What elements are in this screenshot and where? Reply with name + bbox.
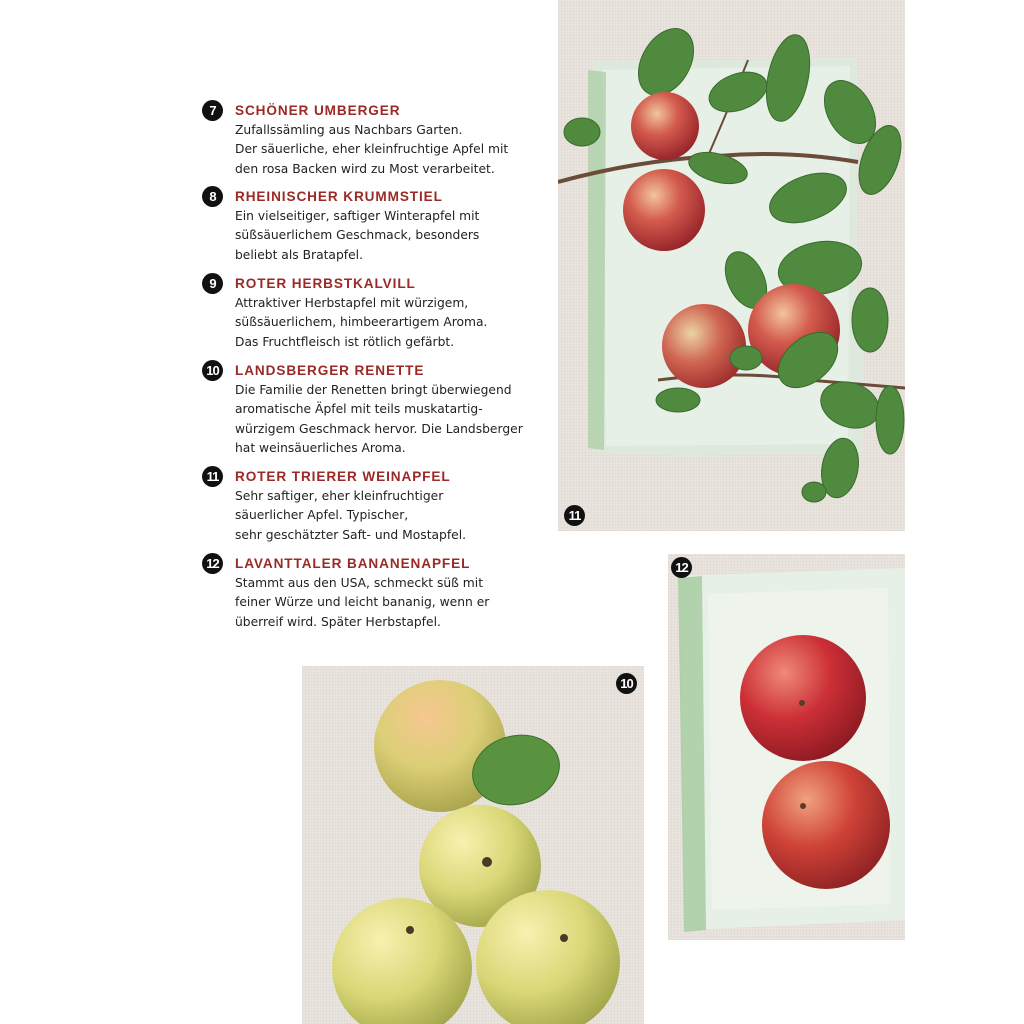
photo-roter-trierer-weinapfel (558, 0, 905, 531)
variety-description (235, 121, 535, 179)
description-line: Die Familie der Renetten bringt überwiegend (235, 383, 512, 397)
variety-description (235, 294, 535, 352)
description-line: Der säuerliche, eher kleinfruchtige Apfel mit (235, 142, 509, 157)
variety-entry-10 (202, 360, 532, 460)
variety-title: LANDSBERGER RENETTE (235, 363, 425, 378)
variety-title: RHEINISCHER KRUMMSTIEL (235, 189, 443, 204)
description-line: sehr geschätzter Saft- und Mostapfel. (235, 527, 467, 542)
yellow-apples-illustration (302, 666, 644, 1024)
description-line: würzigem Geschmack hervor. Die Landsberger (235, 421, 523, 436)
number-badge: 7 (202, 100, 223, 121)
photo-number-badge: 11 (564, 505, 585, 526)
description-line: Attraktiver Herbstapfel mit würzigem, (235, 296, 469, 310)
photo-number-badge: 10 (616, 673, 637, 694)
description-line: hat weinsäuerliches Aroma. (235, 441, 406, 456)
variety-entry-9 (202, 273, 532, 353)
description-line: Ein vielseitiger, saftiger Winterapfel mit (235, 209, 480, 223)
variety-description (235, 574, 535, 632)
photo-number-badge: 12 (671, 557, 692, 578)
description-line: den rosa Backen wird zu Most verarbeitet. (235, 161, 495, 176)
variety-title: ROTER HERBSTKALVILL (235, 276, 416, 291)
number-badge: 12 (202, 553, 223, 574)
variety-entry-11 (202, 466, 532, 546)
photo-landsberger-renette (302, 666, 644, 1024)
variety-entry-8 (202, 186, 532, 266)
description-line: beliebt als Bratapfel. (235, 247, 363, 262)
variety-description (235, 207, 535, 265)
variety-title: LAVANTTALER BANANENAPFEL (235, 556, 471, 571)
variety-title: ROTER TRIERER WEINAPFEL (235, 469, 451, 484)
variety-title: SCHÖNER UMBERGER (235, 103, 401, 118)
apple-branch-illustration (558, 0, 905, 531)
two-apples-illustration (668, 554, 905, 940)
number-badge: 11 (202, 466, 223, 487)
description-line: süßsäuerlichem, himbeerartigem Aroma. (235, 315, 488, 330)
description-line: feiner Würze und leicht bananig, wenn er (235, 595, 490, 610)
description-line: überreif wird. Später Herbstapfel. (235, 614, 441, 629)
number-badge: 10 (202, 360, 223, 381)
variety-entry-7 (202, 100, 532, 180)
photo-lavanttaler-bananenapfel (668, 554, 905, 940)
description-line: aromatische Äpfel mit teils muskatartig- (235, 402, 483, 417)
description-line: Das Fruchtfleisch ist rötlich gefärbt. (235, 334, 455, 349)
variety-description (235, 381, 535, 459)
description-line: säuerlicher Apfel. Typischer, (235, 508, 409, 523)
number-badge: 9 (202, 273, 223, 294)
variety-description (235, 487, 535, 545)
description-line: Zufallssämling aus Nachbars Garten. (235, 123, 463, 137)
description-line: Sehr saftiger, eher kleinfruchtiger (235, 489, 444, 503)
description-line: süßsäuerlichem Geschmack, besonders (235, 228, 480, 243)
variety-entry-12 (202, 553, 532, 633)
number-badge: 8 (202, 186, 223, 207)
description-line: Stammt aus den USA, schmeckt süß mit (235, 576, 484, 590)
